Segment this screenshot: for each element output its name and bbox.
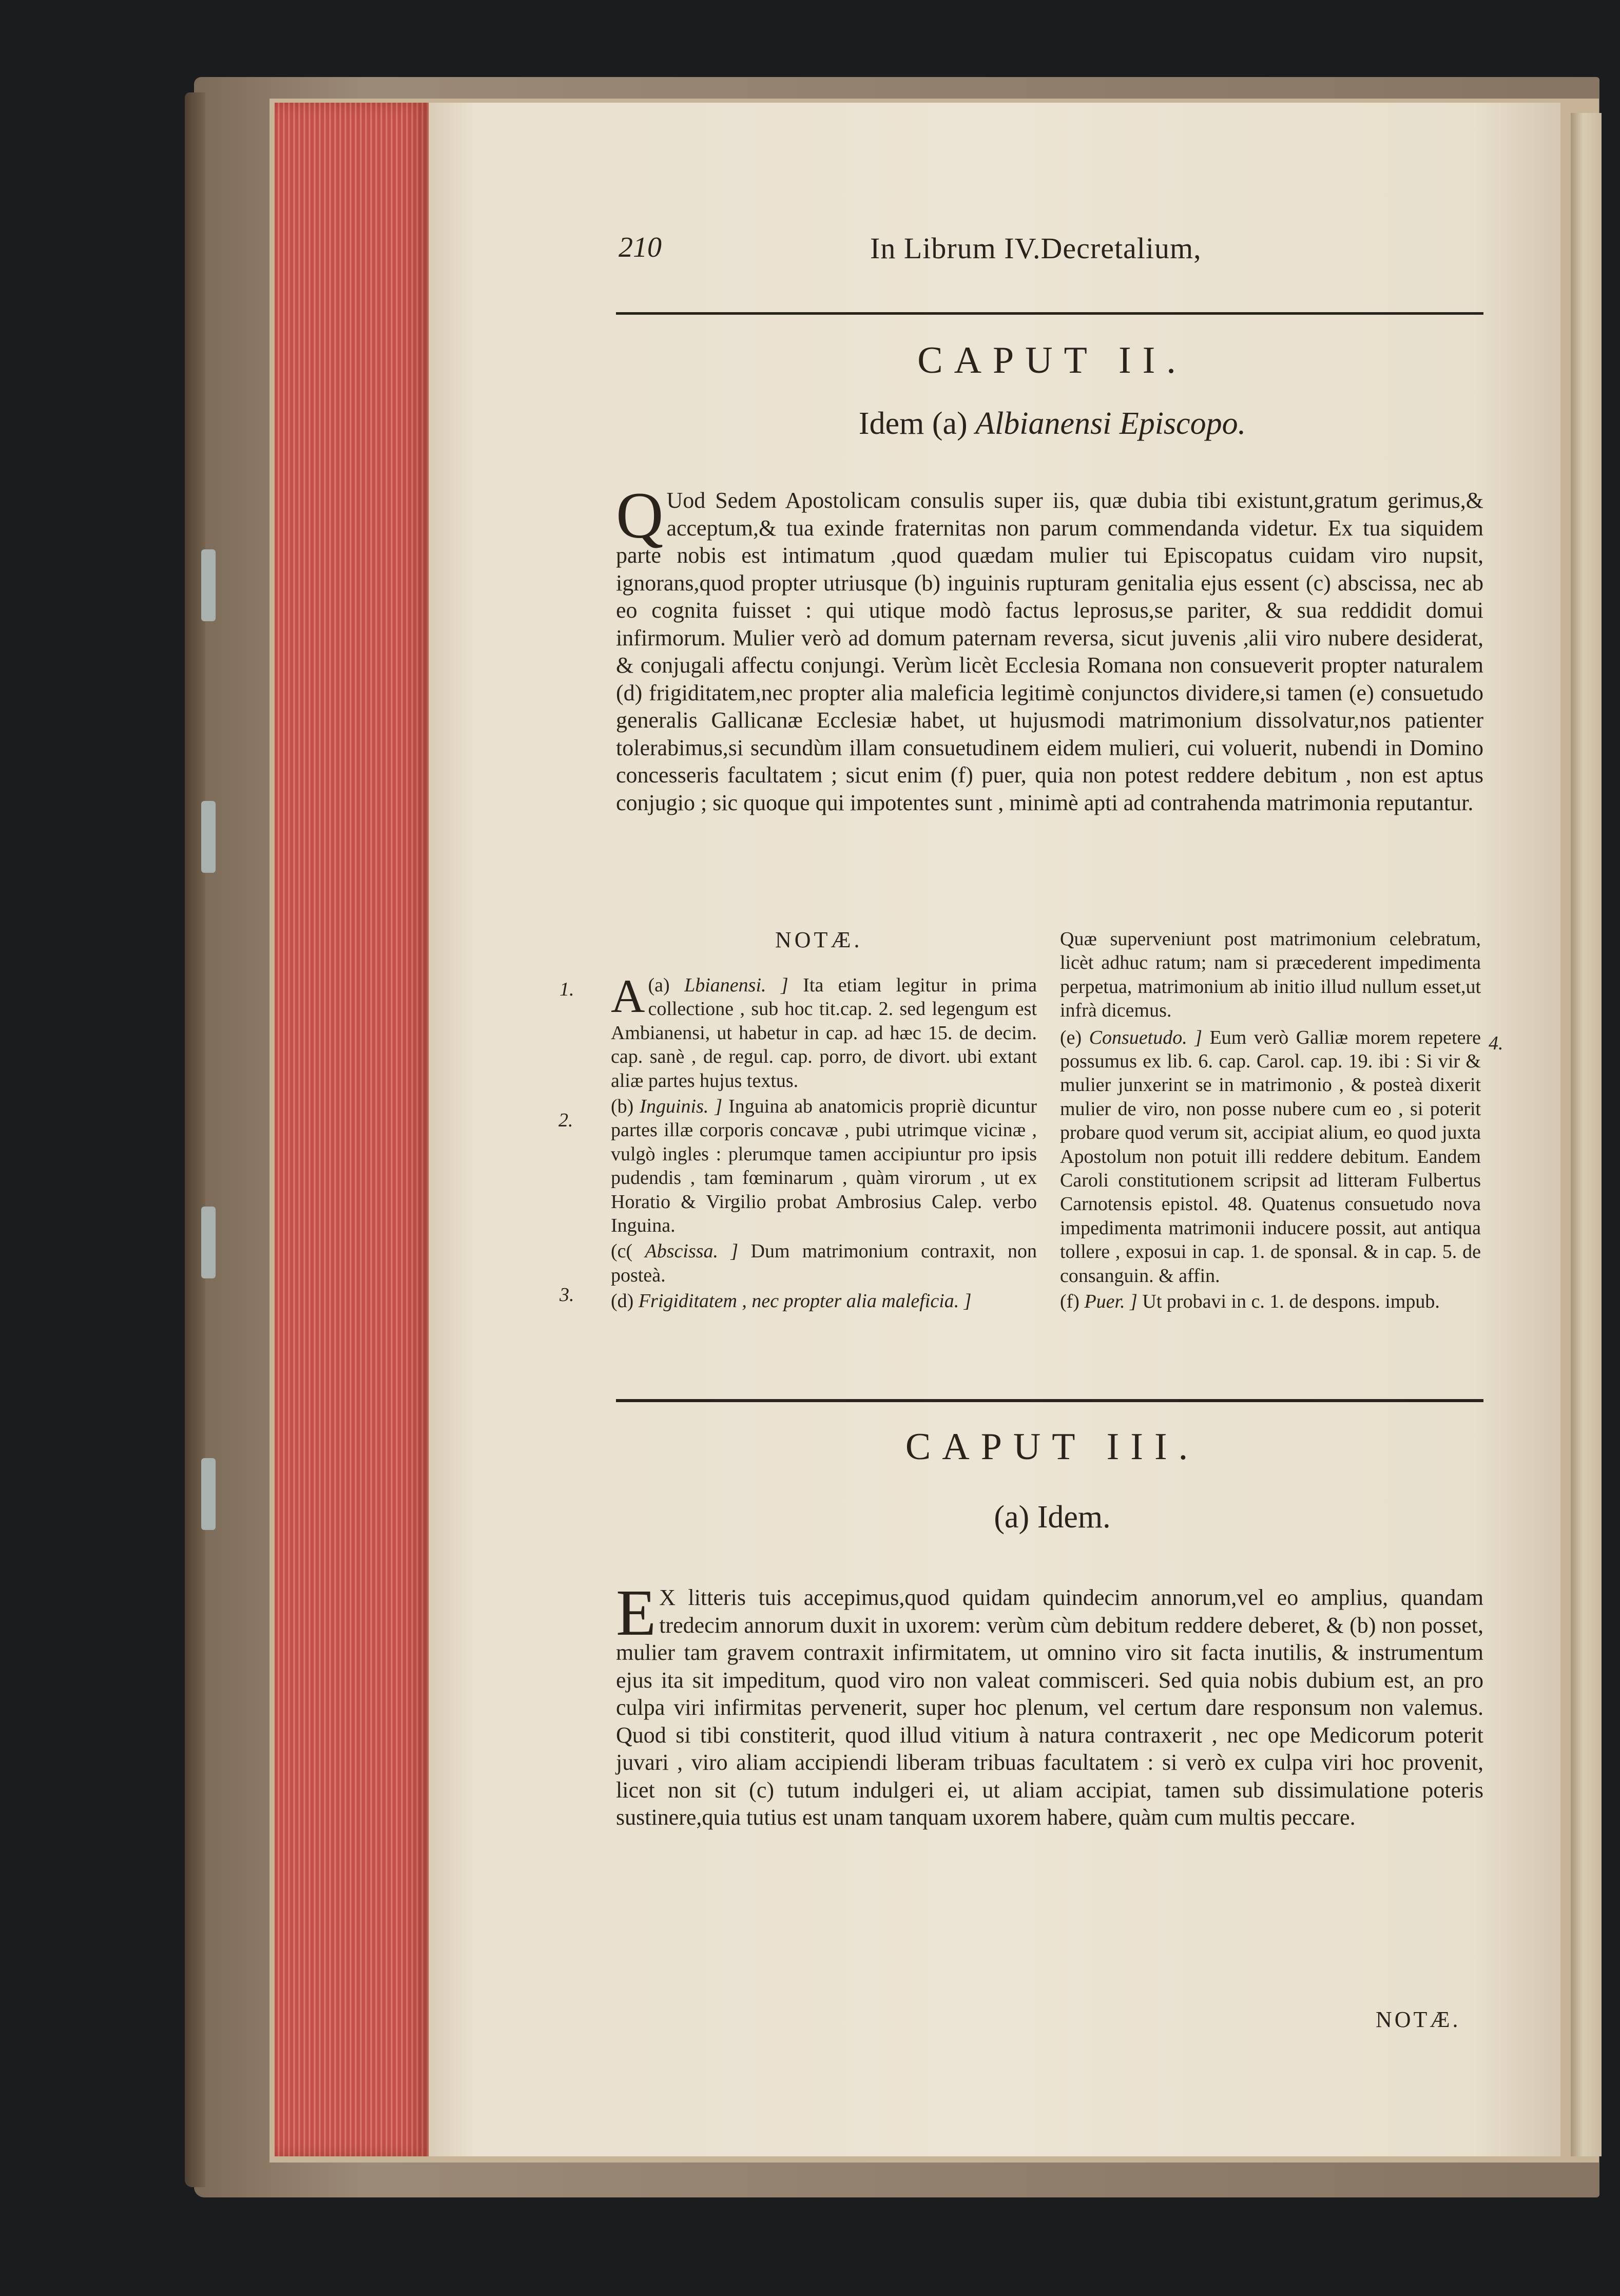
notes-left-column [611, 970, 1037, 1313]
chapter-divider-rule [616, 1399, 1483, 1402]
margin-number: 1. [560, 979, 574, 1000]
catchword: NOTÆ. [1376, 2007, 1461, 2032]
red-page-edges [275, 103, 429, 2156]
note-f-lemma: Puer. ] [1084, 1291, 1137, 1313]
chapter-3-dropcap: E [616, 1576, 657, 1649]
running-head [606, 231, 1499, 272]
note-d-lemma: Frigiditatem , nec propter alia maleficia. ] [638, 1290, 972, 1312]
note-b-mark: (b) [611, 1096, 634, 1118]
chapter-2-dropcap: Q [616, 479, 664, 552]
chapter-3-subtitle: (a) Idem. [994, 1500, 1111, 1535]
note-f [1060, 1290, 1481, 1313]
header-rule [616, 312, 1483, 315]
margin-number: 2. [558, 1109, 573, 1131]
chapter-2-body: Uod Sedem Apostolicam consulis super iis, quæ dubia tibi existunt,gratum gerimus,& acceptum,& tua exinde fraternitas non parum commendanda videtur. Ex tua siquidem parte nobis est intimatum ,quod quædam mulier tui Episcopatus cuidam viro nupsit, ignorans,quod propter utriusque (b) inguinis rupturam genitalia ejus essent (c) abscissa, nec ab eo cognita fuisset : qui utique modò factus leprosus,se pariter, & sua reddidit domui infirmorum. Mulier verò ad domum paternam reversa, sicut juvenis ,alii viro nubere desiderat, & conjugali affectu conjungi. Verùm licèt Ecclesia Romana non consueverit propter naturalem (d) frigiditatem,nec propter alia maleficia legitimè conjunctos dividere,si tamen (e) consuetudo generalis Gallicanæ Ecclesiæ habet, ut hujusmodi matrimonium dissolvatur,nos patienter tolerabimus,si secundùm illam consuetudinem eidem mulieri, cui voluerit, nubendi in Domino concesseris facultatem ; sicut enim (f) puer, quia non potest reddere debitum , non est aptus conjugio ; sic quoque qui impotentes sunt , minimè apti ad contrahenda matrimonia reputantur. [616, 488, 1483, 815]
clasp-mark [201, 1207, 216, 1278]
note-c-text: Dum matrimonium contraxit, non posteà. [611, 1240, 1037, 1286]
note-a-text: Ita etiam legitur in prima collectione , sub hoc tit.cap. 2. sed legengum est Ambianensi, ut habetur in cap. ad hæc 15. de decim. cap. sanè , de regul. cap. porro, de divort. ubi extant aliæ partes hujus textus. [611, 974, 1037, 1092]
note-d-continued: Quæ superveniunt post matrimonium celebratum, licèt adhuc ratum; nam si præcederent impedimenta perpetua, matrimonium ab initio illud nullum esset,ut infrà dicemus. [1060, 928, 1481, 1022]
note-e-text: Eum verò Galliæ morem repetere possumus ex lib. 6. cap. Carol. cap. 19. ibi : Si vir & mulier junxerint se in matrimonio , & posteà dixerit mulier de viro, non posse nubere cum eo , si poterit probare quod verum sit, accipiat alium, eo quod juxta Apostolum non potuit illi reddere debitum. Eandem Caroli constitutionem scripsit ad litteram Fulbertus Carnotensis epistol. 48. Quatenus consuetudo nova impedimenta matrimonii inducere possit, aut antiqua tollere , exposui in cap. 1. de sponsal. & in cap. 5. de consanguin. & affin. [1060, 1026, 1481, 1287]
chapter-2-subtitle-lead: Idem (a) [858, 406, 968, 441]
note-a-mark: (a) [648, 974, 670, 996]
note-b [611, 1095, 1037, 1237]
cover-edge [185, 92, 205, 2187]
page-content [558, 0, 1503, 2296]
clasp-mark [201, 549, 216, 621]
page-number: 210 [619, 232, 662, 263]
margin-number: 4. [1489, 1032, 1503, 1054]
note-d-mark: (d) [611, 1290, 634, 1312]
notes-heading: NOTÆ. [775, 927, 863, 952]
margin-number: 3. [560, 1284, 574, 1306]
clasp-mark [201, 1458, 216, 1530]
note-e-lemma: Consuetudo. ] [1089, 1026, 1202, 1048]
note-b-text: Inguina ab anatomicis propriè dicuntur partes illæ corporis concavæ , pubi utrimque vicinæ , vulgò ingles : plerumque tamen accipiuntur pro ipsis pudendis , tam fœminarum , quàm virorum , ut ex Horatio & Virgilio probat Ambrosius Calep. verbo Inguina. [611, 1096, 1037, 1237]
note-c-mark: (c( [611, 1240, 633, 1262]
note-e-mark: (e) [1060, 1026, 1082, 1048]
running-title: In Librum IV.Decretalium, [870, 232, 1202, 265]
note-a-lemma: Lbianensi. ] [684, 974, 788, 996]
clasp-mark [201, 801, 216, 873]
chapter-3-title: CAPUT III. [905, 1426, 1200, 1468]
chapter-3-text [616, 1576, 1483, 1831]
chapter-3-body: X litteris tuis accepimus,quod quidam quindecim annorum,vel eo amplius, quandam tredecim annorum duxit in uxorem: verùm cùm debitum reddere deberet, & (b) non posset, mulier tam gravem contraxit infirmitatem, ut omnino viro sit facta inutilis, & instrumentum ejus ita sit impeditum, quod viro non valeat commisceri. Sed quia nobis dubium est, an pro culpa viri infirmitas pervenerit, super hoc plenum, vel certum dare responsum non valemus. Quod si tibi constiterit, quod illud vitium à natura contraxerit , nec ope Medicorum poterit juvari , viro aliam accipiendi liberam tribuas facultatem : si verò ex culpa viri hoc provenit, licet non sit (c) tutum indulgeri ei, ut aliam accipiat, tamen sub dissimulatione poteris sustinere,quia tutius est unam tanquam uxorem habere, quàm cum multis peccare. [616, 1585, 1483, 1830]
facing-page-edge [1571, 113, 1602, 2156]
chapter-2-text [616, 479, 1483, 816]
chapter-2-subtitle-italic: Albianensi Episcopo. [975, 406, 1246, 441]
note-e [1060, 1026, 1481, 1288]
note-b-lemma: Inguinis. ] [640, 1096, 723, 1118]
note-a [611, 970, 1037, 1093]
note-c [611, 1239, 1037, 1287]
note-c-lemma: Abscissa. ] [645, 1240, 739, 1262]
notes-right-column [1060, 927, 1481, 1314]
chapter-2-title: CAPUT II. [917, 339, 1187, 381]
note-d [611, 1289, 1037, 1313]
note-f-mark: (f) [1060, 1291, 1079, 1313]
note-a-dropcap: A [611, 970, 645, 1022]
note-f-text: Ut probavi in c. 1. de despons. impub. [1142, 1291, 1440, 1313]
chapter-2-subtitle [606, 406, 1499, 442]
